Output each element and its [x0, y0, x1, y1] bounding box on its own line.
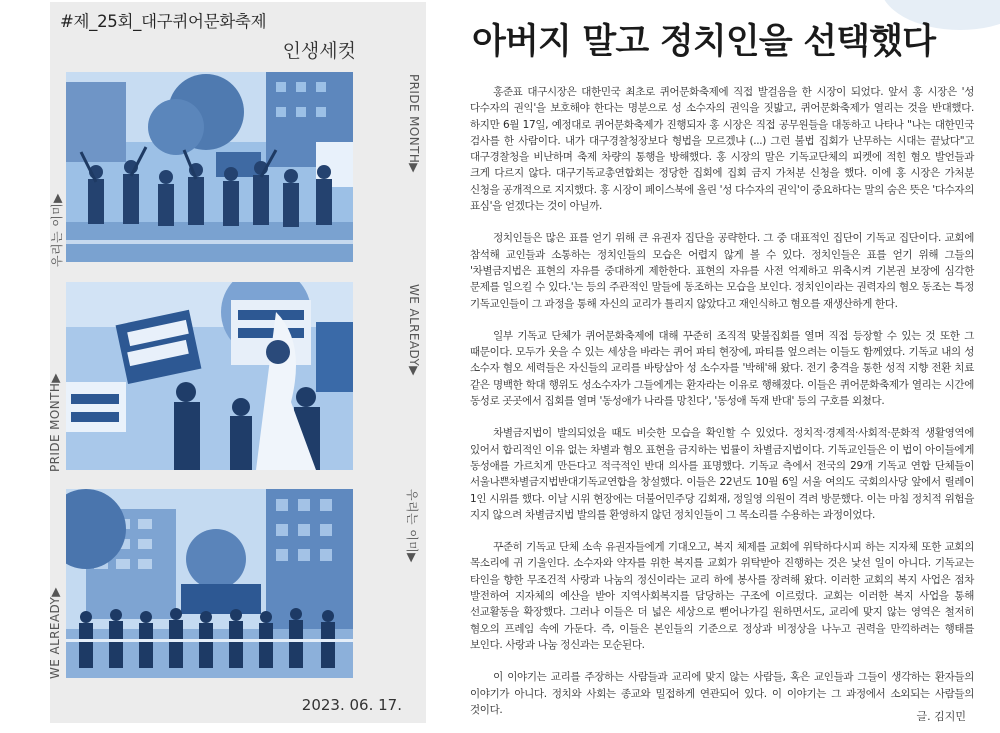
article-paragraph: 차별금지법이 발의되었을 때도 비슷한 모습을 확인할 수 있었다. 정치적·경제적·사회적·문화적 생활영역에 있어서 합리적인 이유 없는 차별과 혐오 표현을 금지하는 법률이 차별금지법이다. 기독교인들은 이 법이 아이들에게 동성애를 가르치게 만든다고 적극적인 반대 의사를 표명했다. 기독교 측에서 전국의 29개 기독교 연합 단체들이 서울나쁜차별금지법반대기독교연합을 창설했다. 이들은 22년도 10월 6일 서울 여의도 국회의사당 앞에서 릴레이 1인 시위를 했다. 이날 시위 현장에는 더불어민주당 김회재, 정일영 의원이 격려 방문했다. 이는 마침 정치적 위험을 지지 않으려 차별금지법 발의를 환영하지 않던 정치인들이 그 목소리를 수용하는 과정이었다.: [470, 427, 974, 521]
photo-parade: [66, 72, 353, 262]
article-paragraph: 홍준표 대구시장은 대한민국 최초로 퀴어문화축제에 직접 발걸음을 한 시장이 되었다. 앞서 홍 시장은 '성 다수자의 권익'을 보호해야 한다는 명분으로 성 소수자의 권익을 짓밟고, 퀴어문화축제가 열리는 것을 반대했다. 하지만 6월 17일, 예정대로 퀴어문화축제가 진행되자 홍 시장은 직접 공무원들을 대동하고 나타나 "나는 대한민국 검사를 한 사람이다. 내가 대구경찰청장보다 형법을 모르겠냐 (...) 그런 불법 집회가 난무하는 시대는 끝났다"고 대구경찰청을 비난하며 축제 차량의 통행을 방해했다. 홍 시장의 말은 기독교단체의 피켓에 적힌 혐오 발언들과 크게 다르지 않다. 대구기독교총연합회는 정당한 집회에 집회 금지 가처분 신청을 했다. 이에 홍 시장은 가처분 신청을 공개적으로 지지했다. 홍 시장이 페이스북에 올린 '성 다수자의 권익'이 중요하다는 말의 숨은 뜻은 '다수자의 표심'을 얻겠다는 것이 아닐까.: [470, 86, 974, 213]
side-label-we-already-left: WE ALREADY▶: [48, 587, 62, 679]
photo-police-line: [66, 489, 353, 678]
strip-subtitle: 인생세컷: [282, 40, 356, 62]
side-label-pride-month-left: PRIDE MONTH▶: [48, 373, 62, 472]
strip-hashtag: #제_25회_대구퀴어문화축제: [60, 12, 267, 31]
police-line-photo-icon: [66, 489, 353, 678]
article-byline: 글. 김지민: [916, 710, 966, 723]
side-label-here-left: 우리는 이미▶: [50, 193, 64, 267]
side-label-pride-month-right: PRIDE MONTH▶: [407, 74, 421, 173]
article-title: 아버지 말고 정치인을 선택했다: [472, 22, 936, 62]
parade-photo-icon: [66, 72, 353, 262]
side-label-we-already-right: WE ALREADY▶: [407, 284, 421, 376]
photo-protest-signs: [66, 282, 353, 470]
article-paragraph: 일부 기독교 단체가 퀴어문화축제에 대해 꾸준히 조직적 맞불집회를 열며 직접 등장할 수 있는 것 또한 그 때문이다. 모두가 웃을 수 있는 세상을 바라는 퀴어 파티 현장에, 파티를 엎으려는 이들도 함께였다. 기독교 내의 성 소수자 혐오 세력들은 자신들의 교리를 바탕삼아 성 소수자를 '박해'해 왔다. 전기 충격을 통한 성적 지향 전환 치료 같은 명백한 학대 행위도 성소수자가 그들에게는 환자라는 이유로 행해졌다. 이들은 퀴어문화축제가 열리는 시간에 동성로 곳곳에서 집회를 열며 '동성애가 나라를 망친다', '동성애 독재 반대' 등의 구호를 외쳤다.: [470, 329, 974, 408]
article-paragraph: 이 이야기는 교리를 주장하는 사람들과 교리에 맞지 않는 사람들, 혹은 교인들과 그들이 생각하는 환자들의 이야기가 아니다. 정치와 사회는 종교와 밀접하게 연관되어 있다. 이 이야기는 그 과정에서 소외되는 사람들의 것이다.: [470, 671, 974, 716]
side-label-here-right: 우리는 이미▶: [405, 489, 419, 563]
article-paragraph: 꾸준히 기독교 단체 소속 유권자들에게 기대오고, 복지 체제를 교회에 위탁하다시피 하는 지자체 또한 교회의 목소리에 귀 기울인다. 소수자와 약자를 위한 복지를 교회가 위탁받아 진행하는 것은 낯선 일이 아니다. 기독교는 타인을 향한 무조건적 사랑과 나눔의 정신이라는 교리 하에 봉사를 장려해 왔다. 이러한 교회의 복지 사업은 점차 발전하여 지자체의 예산을 받아 지역사회복지를 담당하는 구조에 이르렀다. 교회는 이러한 복지 사업을 통해 선교활동을 확장했다. 그러나 이들은 더 넓은 세상으로 뻗어나가길 원하면서도, 교리에 맞지 않는 영역은 철저히 혐오의 프레임 속에 가둔다. 즉, 이들은 본인들의 기준으로 정상과 비정상을 나누고 권력을 만끽하려는 행태를 보인다. 사랑과 나눔 정신과는 모순된다.: [470, 541, 974, 651]
strip-date: 2023. 06. 17.: [301, 696, 402, 714]
article-body: [470, 84, 974, 733]
photo-strip: [50, 2, 426, 723]
article-paragraph: 정치인들은 많은 표를 얻기 위해 큰 유권자 집단을 공략한다. 그 중 대표적인 집단이 기독교 집단이다. 교회에 참석해 교인들과 소통하는 정치인들의 모습은 어렵지 않게 볼 수 있다. 정치인들은 표를 얻기 위해 그들의 '차별금지법은 표현의 자유를 중대하게 제한한다. 표현의 자유를 사전 억제하고 위축시켜 기본권 보장에 심각한 문제를 일으킬 수 있다.'는 등의 주관적인 말들에 동조하는 모습을 보인다. 정치인이라는 권력자의 혐오 동조는 특정 기독교인들이 그 과정을 통해 자신의 교리가 틀리지 않았다고 재인식하고 혐오를 재생산하게 한다.: [470, 232, 974, 310]
protest-signs-photo-icon: [66, 282, 353, 470]
